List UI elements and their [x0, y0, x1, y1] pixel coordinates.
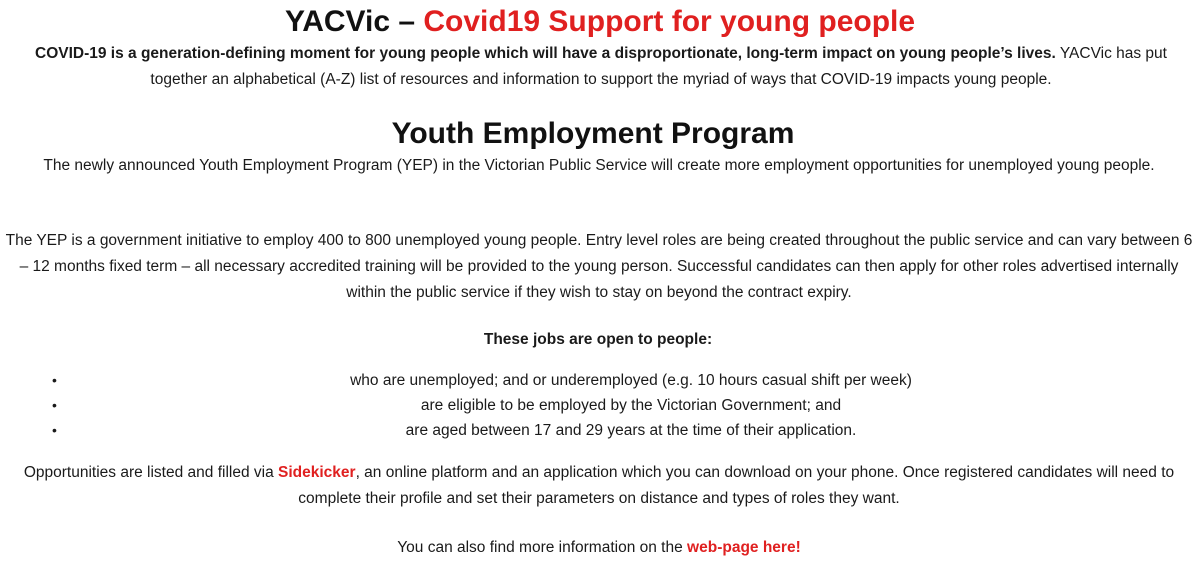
bullet-icon: • — [52, 422, 57, 438]
paragraph-4-before: You can also find more information on the — [397, 539, 688, 556]
list-item — [0, 418, 1200, 443]
bullet-icon: • — [52, 372, 57, 388]
list-item-text: are aged between 17 and 29 years at the time of their application. — [405, 422, 857, 439]
title-accent: Covid19 Support for young people — [423, 5, 916, 38]
paragraph-3-after: , an online platform and an application which you can download on your phone. Once registered candidates will need to complete their profile and set their parameters on distance and types of roles they want. — [298, 464, 1175, 507]
sidekicker-link[interactable]: Sidekicker — [278, 464, 356, 481]
paragraph-4 — [4, 535, 1194, 561]
title-prefix: YACVic – — [284, 5, 416, 38]
list-item-text: are eligible to be employed by the Victorian Government; and — [420, 397, 842, 414]
list-item — [0, 393, 1200, 418]
list-item-text: who are unemployed; and or underemployed (e.g. 10 hours casual shift per week) — [350, 372, 912, 389]
intro-text — [8, 41, 1194, 93]
paragraph-1: The newly announced Youth Employment Program (YEP) in the Victorian Public Service will create more employment opportunities for unemployed young people. — [43, 157, 1155, 174]
web-page-link[interactable]: web-page here! — [687, 539, 801, 556]
paragraph-3 — [4, 460, 1194, 512]
paragraph-2: The YEP is a government initiative to employ 400 to 800 unemployed young people. Entry level roles are being created throughout the public service and can vary between 6 – 12 months fixed term – all necessary accredited training will be provided to the young person. Successful candidates can then apply for other roles advertised internally within the public service if they wish to stay on beyond the contract expiry. — [5, 232, 1193, 301]
jobs-heading: These jobs are open to people: — [483, 331, 713, 348]
section-heading: Youth Employment Program — [391, 117, 795, 150]
page-title — [0, 2, 1200, 42]
list-item — [0, 368, 1200, 393]
eligibility-list — [0, 368, 1200, 443]
paragraph-3-before: Opportunities are listed and filled via — [23, 464, 278, 481]
intro-rest-text: YACVic has put together an alphabetical (A-Z) list of resources and information to support the myriad of ways that COVID-19 impacts young people. — [150, 45, 1167, 88]
bullet-icon: • — [52, 397, 57, 413]
intro-bold-text: COVID-19 is a generation-defining moment for young people which will have a disproportionate, long-term impact on young people’s lives. — [35, 45, 1056, 62]
